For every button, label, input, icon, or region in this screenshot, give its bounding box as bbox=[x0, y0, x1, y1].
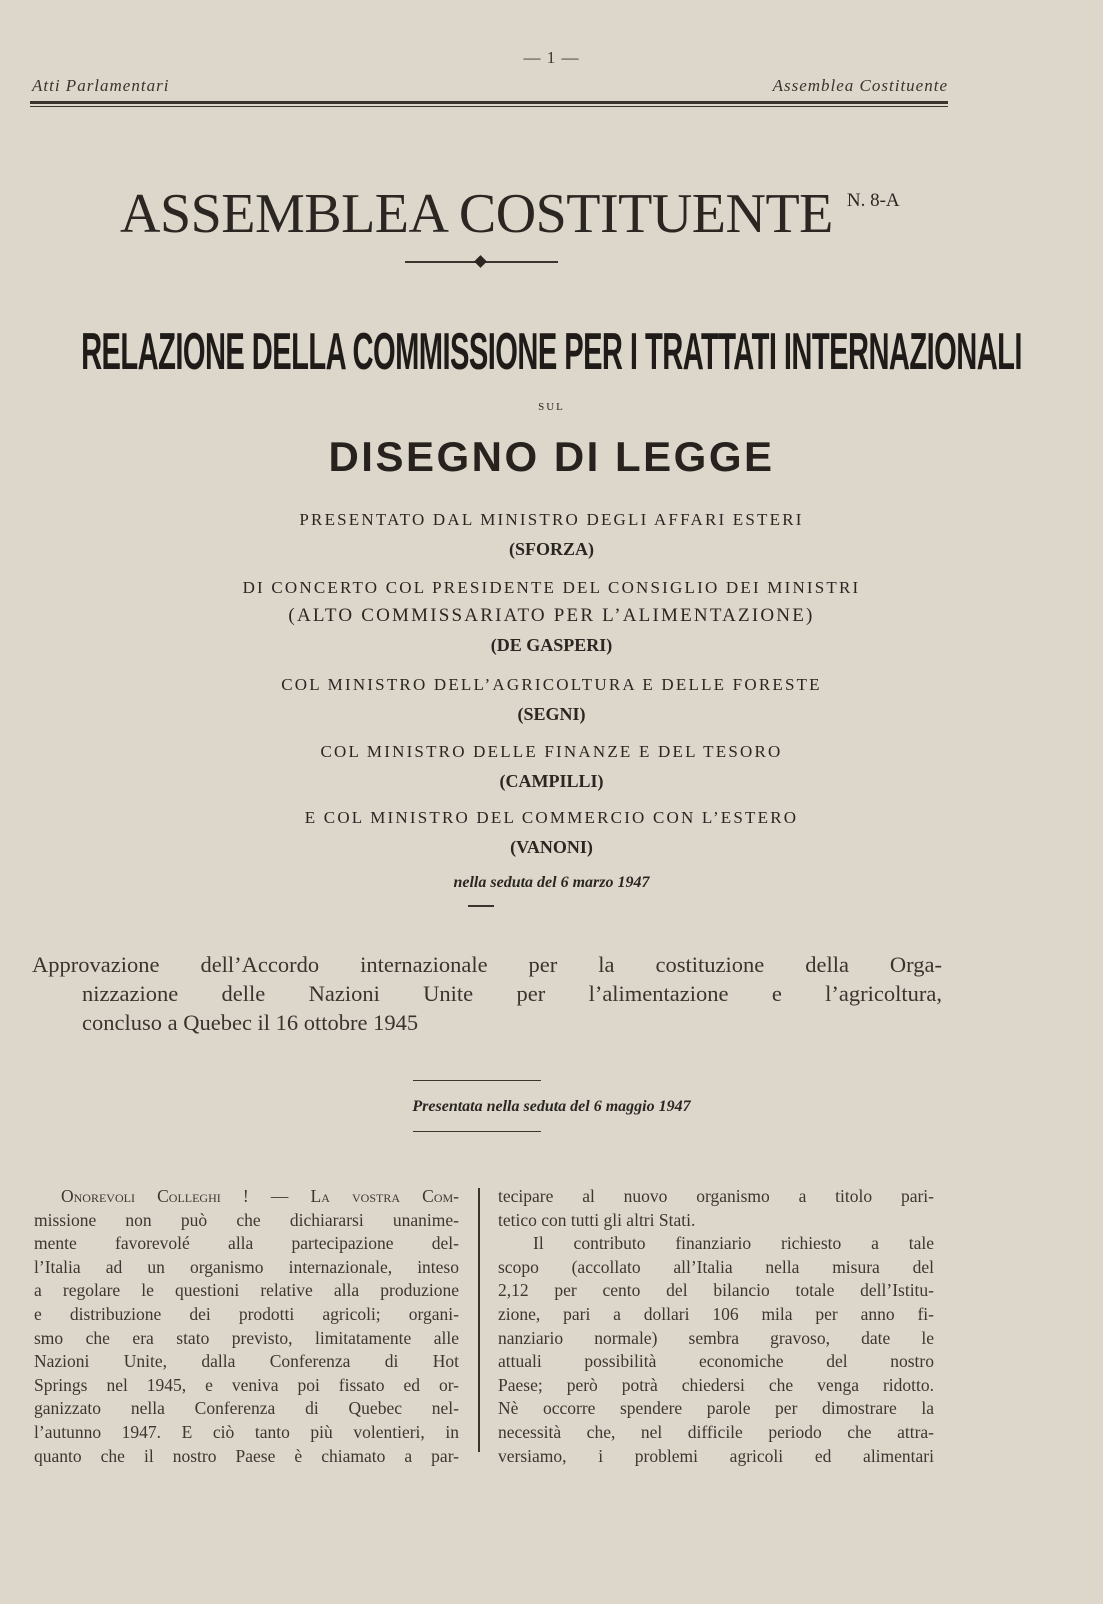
text-line: ganizzato nella Conferenza di Quebec nel- bbox=[34, 1398, 459, 1419]
document-number: N. 8-A bbox=[846, 190, 900, 211]
header-rule bbox=[30, 101, 948, 104]
subject-line: concluso a Quebec il 16 ottobre 1945 bbox=[82, 1010, 419, 1035]
minister-name: (CAMPILLI) bbox=[499, 771, 604, 791]
minister-name: (SEGNI) bbox=[517, 704, 586, 724]
subject-line: Approvazione dell’Accordo internazionale per la costituzione della Orga- bbox=[32, 952, 942, 977]
text-line: Onorevoli Colleghi ! — La vostra Com- bbox=[61, 1186, 459, 1206]
text-line: 2,12 per cento del bilancio totale dell’Istitu- bbox=[498, 1280, 934, 1301]
text-line: Nè occorre spendere parole per dimostrare la bbox=[498, 1398, 934, 1419]
presenter-subline: (ALTO COMMISSARIATO PER L’ALIMENTAZIONE) bbox=[288, 605, 815, 626]
text-line: zione, pari a dollari 106 mila per anno fi- bbox=[498, 1303, 934, 1324]
text-line: Springs nel 1945, e veniva poi fissato ed or- bbox=[34, 1374, 459, 1395]
diamond-ornament bbox=[474, 255, 487, 268]
text-line: l’Italia ad un organismo internazionale, inteso bbox=[34, 1256, 459, 1277]
text-line: necessità che, nel difficile periodo che attra- bbox=[498, 1421, 934, 1442]
text-line: versiamo, i problemi agricoli ed alimentari bbox=[498, 1445, 934, 1466]
sul-label: SUL bbox=[538, 401, 565, 413]
divider-top bbox=[413, 1080, 541, 1081]
text-line: missione non può che dichiararsi unanime- bbox=[34, 1209, 459, 1230]
text-line: Il contributo finanziario richiesto a tale bbox=[533, 1233, 934, 1254]
text-line: a regolare le questioni relative alla produzione bbox=[34, 1280, 459, 1301]
header-rule-thin bbox=[30, 106, 948, 107]
minister-name: (VANONI) bbox=[510, 837, 593, 857]
presenter-line: PRESENTATO DAL MINISTRO DEGLI AFFARI ESTERI bbox=[299, 510, 804, 529]
assembly-title: ASSEMBLEA COSTITUENTE bbox=[120, 183, 833, 245]
text-line: mente favorevolé alla partecipazione del- bbox=[34, 1233, 459, 1254]
presenter-line: E COL MINISTRO DEL COMMERCIO CON L’ESTERO bbox=[304, 808, 799, 827]
report-title: RELAZIONE DELLA COMMISSIONE PER I TRATTATI INTERNAZIONALI bbox=[81, 323, 1022, 381]
header-right: Assemblea Costituente bbox=[772, 76, 948, 95]
text-line: l’autunno 1947. E ciò tanto più volentieri, in bbox=[34, 1421, 459, 1442]
presenter-line: DI CONCERTO COL PRESIDENTE DEL CONSIGLIO DEI MINISTRI bbox=[242, 578, 861, 597]
divider-bottom bbox=[413, 1131, 541, 1132]
session-date: nella seduta del 6 marzo 1947 bbox=[453, 874, 650, 891]
minister-name: (DE GASPERI) bbox=[490, 635, 613, 655]
text-line: smo che era stato previsto, limitatamente alle bbox=[34, 1327, 459, 1348]
text-line: e distribuzione dei prodotti agricoli; organi- bbox=[34, 1303, 459, 1324]
bill-subject bbox=[32, 950, 942, 1037]
text-line: attuali possibilità economiche del nostro bbox=[498, 1351, 934, 1372]
text-line: scopo (accollato all’Italia nella misura del bbox=[498, 1256, 934, 1277]
text-line: tetico con tutti gli altri Stati. bbox=[498, 1209, 696, 1230]
text-line: quanto che il nostro Paese è chiamato a par- bbox=[34, 1445, 459, 1466]
column-separator bbox=[478, 1188, 480, 1452]
presenter-line: COL MINISTRO DELLE FINANZE E DEL TESORO bbox=[320, 742, 783, 761]
text-line: Nazioni Unite, dalla Conferenza di Hot bbox=[34, 1351, 459, 1372]
bill-heading: DISEGNO DI LEGGE bbox=[328, 433, 775, 480]
title-row bbox=[120, 182, 900, 246]
minister-name: (SFORZA) bbox=[509, 539, 594, 559]
short-divider bbox=[468, 905, 494, 907]
page-number: — 1 — bbox=[523, 48, 580, 67]
column-left bbox=[34, 1185, 459, 1468]
column-right bbox=[498, 1185, 934, 1468]
header-left: Atti Parlamentari bbox=[32, 76, 170, 95]
presenter-line: COL MINISTRO DELL’AGRICOLTURA E DELLE FORESTE bbox=[281, 675, 822, 694]
text-line: tecipare al nuovo organismo a titolo pari- bbox=[498, 1186, 934, 1206]
text-line: Paese; però potrà chiedersi che venga ridotto. bbox=[498, 1374, 934, 1395]
presentation-date: Presentata nella seduta del 6 maggio 1947 bbox=[412, 1098, 691, 1115]
subject-line: nizzazione delle Nazioni Unite per l’alimentazione e l’agricoltura, bbox=[82, 981, 942, 1006]
text-line: nanziario normale) sembra gravoso, date le bbox=[498, 1327, 934, 1348]
